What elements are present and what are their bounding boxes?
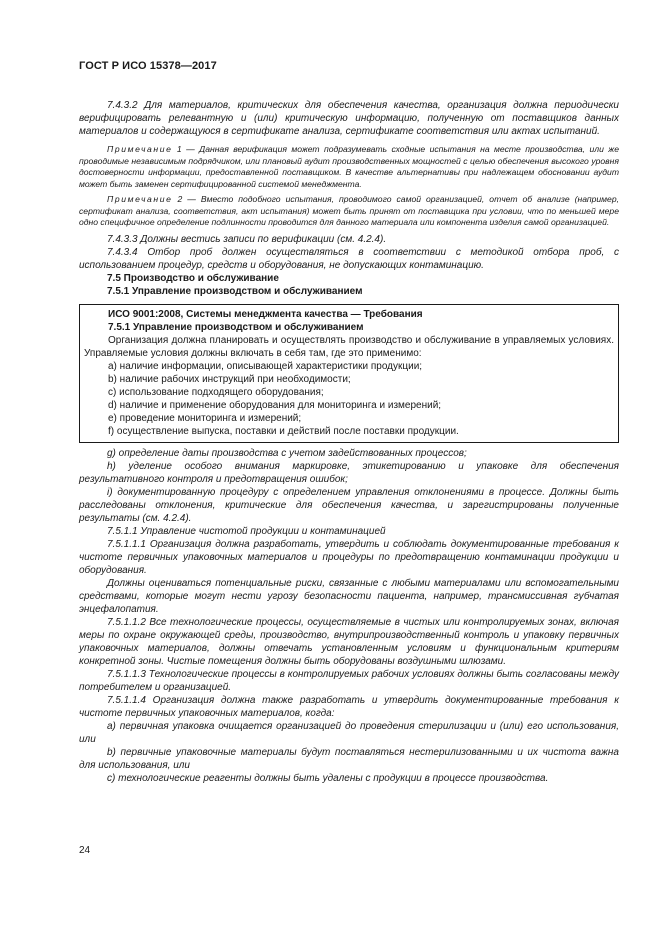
box-item: d) наличие и применение оборудования для мониторинга и измерений; (108, 399, 442, 411)
section-heading-7-5-1: 7.5.1 Управление производством и обслуживанием (107, 285, 363, 297)
box-item: f) осуществление выпуска, поставки и действий после поставки продукции. (108, 425, 459, 437)
paragraph-7-4-3-4: 7.4.3.4 Отбор проб должен осуществляться в соответствии с методикой отбора проб, с использованием процедур, средств и оборудования, не допускающих контаминацию. (79, 246, 619, 271)
note-1-text: 1 — Данная верификация может подразумевать сходные испытания на месте производства, или же проводимые независимым подрядчиком, или плановый аудит производственных мощностей с целью обеспечения высокого уровня достоверности информации, предоставленной поставщиком. В качестве альтернативы при надлежащем обосновании аудит может быть заменен сертифицированной системой менеджмента. (79, 144, 619, 189)
iso-quote-box (79, 304, 619, 443)
item-a: a) первичная упаковка очищается организацией до проведения стерилизации и (или) его использования, или (79, 720, 619, 745)
page-number: 24 (79, 845, 91, 856)
box-item: b) наличие рабочих инструкций при необходимости; (108, 373, 351, 385)
note-1 (79, 144, 619, 190)
paragraph-7-5-1-1-3: 7.5.1.1.3 Технологические процессы в контролируемых рабочих условиях должны быть согласованы между потребителем и организацией. (79, 668, 619, 693)
item-c: c) технологические реагенты должны быть удалены с продукции в процессе производства. (107, 772, 549, 784)
note-2-text: 2 — Вместо подобного испытания, проводимого самой организацией, отчет об анализе (например, сертификат анализа, соответствия, акт испытания) может быть принят от поставщика при условии, что по меньшей мере одно специфичное определение подлинности проводится для данного материала или компонента изделия самой организацией. (79, 194, 619, 227)
item-g: g) определение даты производства с учетом задействованных процессов; (107, 447, 467, 459)
note-2 (79, 194, 619, 229)
box-intro: Организация должна планировать и осуществлять производство и обслуживание в управляемых условиях. Управляемые условия должны включать в себя там, где это применимо: (84, 334, 614, 359)
box-item: e) проведение мониторинга и измерений; (108, 412, 302, 424)
note-2-label: Примечание (107, 194, 173, 204)
box-item: c) использование подходящего оборудования; (108, 386, 324, 398)
note-1-label: Примечание (107, 144, 173, 154)
paragraph-7-5-1-1-4: 7.5.1.1.4 Организация должна также разработать и утвердить документированные требования к чистоте первичных упаковочных материалов, когда: (79, 694, 619, 719)
section-heading-7-5: 7.5 Производство и обслуживание (107, 272, 279, 284)
paragraph-7-4-3-2: 7.4.3.2 Для материалов, критических для обеспечения качества, организация должна периодически верифицировать релевантную и (или) критическую информацию, полученную от поставщиков данных материалов и содержащуюся в сертификате анализа, сертификате соответствия или актах испытаний. (79, 100, 619, 137)
page-body (79, 99, 619, 785)
paragraph-7-4-3-3: 7.4.3.3 Должны вестись записи по верификации (см. 4.2.4). (107, 233, 387, 245)
subsection-7-5-1-1: 7.5.1.1 Управление чистотой продукции и контаминацией (107, 525, 386, 537)
paragraph-risks: Должны оцениваться потенциальные риски, связанные с любыми материалами или вспомогательными средствами, которые могут нести угрозу безопасности пациента, например, трансмиссивная губчатая энцефалопатия. (79, 577, 619, 615)
paragraph-7-5-1-1-1: 7.5.1.1.1 Организация должна разработать, утвердить и соблюдать документированные требования к чистоте первичных упаковочных материалов и процедуры по предотвращению контаминации продукции и оборудования. (79, 538, 619, 576)
box-subtitle: 7.5.1 Управление производством и обслуживанием (108, 321, 364, 333)
page-header: ГОСТ Р ИСО 15378—2017 (79, 60, 217, 72)
item-i: i) документированную процедуру с определением управления отклонениями в процессе. Должны быть расследованы отклонения, критические для обеспечения качества, и зарегистрированы полученные результаты (см. 4.2.4). (79, 486, 619, 524)
box-title: ИСО 9001:2008, Системы менеджмента качества — Требования (108, 308, 423, 320)
box-item: a) наличие информации, описывающей характеристики продукции; (108, 360, 423, 372)
item-h: h) уделение особого внимания маркировке, этикетированию и упаковке для обеспечения результативного контроля и предотвращения ошибок; (79, 460, 619, 485)
item-b: b) первичные упаковочные материалы будут поставляться нестерилизованными и их чистота важна для использования, или (79, 746, 619, 771)
paragraph-7-5-1-1-2: 7.5.1.1.2 Все технологические процессы, осуществляемые в чистых или контролируемых зонах, включая меры по охране окружающей среды, производство, внутрипроизводственный контроль и упаковку первичных упаковочных материалов, должны отвечать установленным условиям и функциональным критериям конкретной зоны. Чистые помещения должны быть оборудованы воздушными шлюзами. (79, 616, 619, 667)
